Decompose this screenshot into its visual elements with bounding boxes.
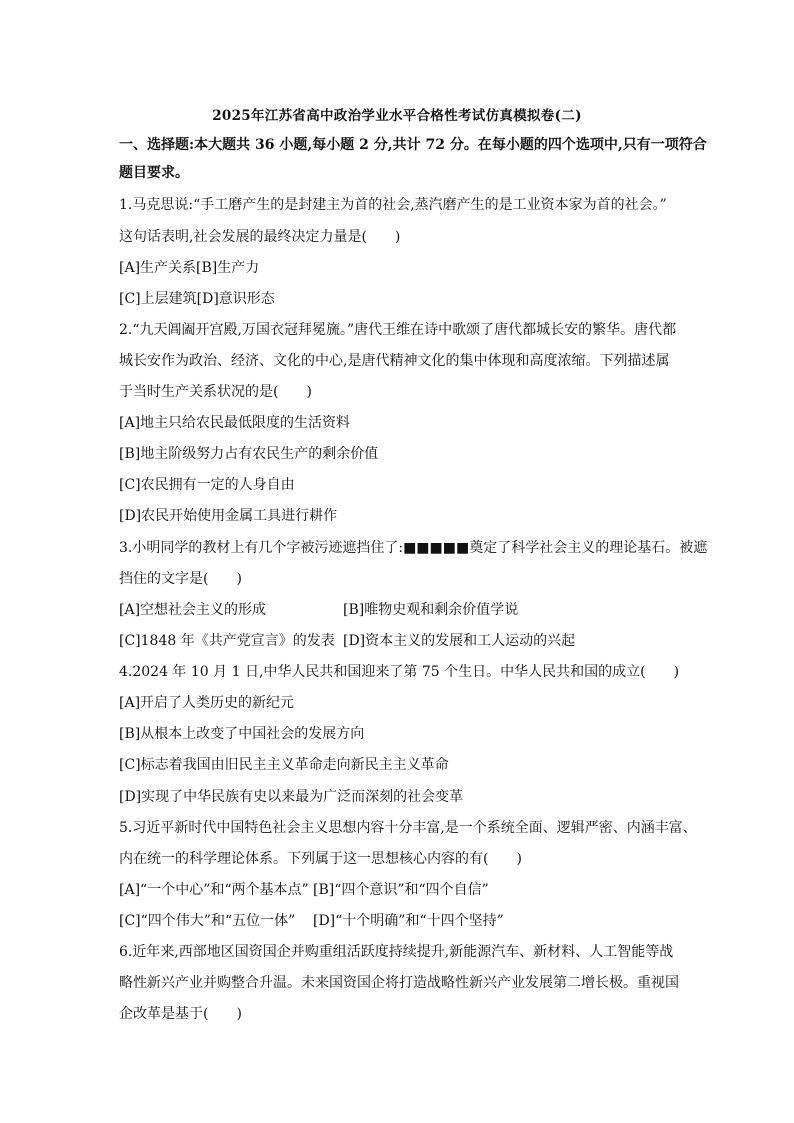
q4-option-b[interactable]: [B]从根本上改变了中国社会的发展方向 xyxy=(119,726,365,742)
q5-stem-line-1: 5.习近平新时代中国特色社会主义思想内容十分丰富,是一个系统全面、逻辑严密、内涵丰富、 xyxy=(119,820,697,836)
q3-stem-line-1: 3.小明同学的教材上有几个字被污迹遮挡住了:■■■■■奠定了科学社会主义的理论基石。被遮 xyxy=(119,540,708,556)
q2-stem-line-3: 于当时生产关系状况的是( ) xyxy=(119,384,312,400)
q4-option-a[interactable]: [A]开启了人类历史的新纪元 xyxy=(119,695,295,711)
section-instruction-line-1: 一、选择题:本大题共 36 小题,每小题 2 分,共计 72 分。在每小题的四个选项中,只有一项符合 xyxy=(119,137,707,153)
q1-option-line-2[interactable]: [C]上层建筑[D]意识形态 xyxy=(119,291,275,307)
q5-option-c[interactable]: [C]“四个伟大”和“五位一体” xyxy=(119,913,296,929)
q4-option-c[interactable]: [C]标志着我国由旧民主主义革命走向新民主主义革命 xyxy=(119,757,449,773)
section-instruction-line-2: 题目要求。 xyxy=(119,165,189,181)
q2-option-c[interactable]: [C]农民拥有一定的人身自由 xyxy=(119,477,295,493)
q5-option-b[interactable]: [B]“四个意识”和“四个自信” xyxy=(313,882,489,898)
q5-option-a[interactable]: [A]“一个中心”和“两个基本点” xyxy=(119,882,309,898)
q3-stem-line-2: 挡住的文字是( ) xyxy=(119,571,242,587)
q1-stem-line-1: 1.马克思说:“手工磨产生的是封建主为首的社会,蒸汽磨产生的是工业资本家为首的社会。” xyxy=(119,197,667,213)
q3-option-a[interactable]: [A]空想社会主义的形成 xyxy=(119,602,267,618)
q3-option-b[interactable]: [B]唯物史观和剩余价值学说 xyxy=(343,602,519,618)
q2-stem-line-2: 城长安作为政治、经济、文化的中心,是唐代精神文化的集中体现和高度浓缩。下列描述属 xyxy=(119,353,670,369)
q6-stem-line-3: 企改革是基于( ) xyxy=(119,1006,242,1022)
q5-stem-line-2: 内在统一的科学理论体系。下列属于这一思想核心内容的有( ) xyxy=(119,851,522,867)
q6-stem-line-1: 6.近年来,西部地区国资国企并购重组活跃度持续提升,新能源汽车、新材料、人工智能等战 xyxy=(119,944,674,960)
q6-stem-line-2: 略性新兴产业并购整合升温。未来国资国企将打造战略性新兴产业发展第二增长极。重视国 xyxy=(119,975,679,991)
q1-stem-line-2: 这句话表明,社会发展的最终决定力量是( ) xyxy=(119,229,401,245)
q2-option-b[interactable]: [B]地主阶级努力占有农民生产的剩余价值 xyxy=(119,446,379,462)
q3-option-c[interactable]: [C]1848 年《共产党宣言》的发表 xyxy=(119,633,335,649)
exam-title: 2025年江苏省高中政治学业水平合格性考试仿真模拟卷(二) xyxy=(212,108,582,124)
q1-option-line-1[interactable]: [A]生产关系[B]生产力 xyxy=(119,260,260,276)
q5-option-d[interactable]: [D]“十个明确”和“十四个坚持” xyxy=(313,913,504,929)
q2-option-d[interactable]: [D]农民开始使用金属工具进行耕作 xyxy=(119,508,338,524)
q4-stem-line-1: 4.2024 年 10 月 1 日,中华人民共和国迎来了第 75 个生日。中华人民共和国的成立( ) xyxy=(119,664,680,680)
q2-option-a[interactable]: [A]地主只给农民最低限度的生活资料 xyxy=(119,415,351,431)
q4-option-d[interactable]: [D]实现了中华民族有史以来最为广泛而深刻的社会变革 xyxy=(119,789,464,805)
q3-option-d[interactable]: [D]资本主义的发展和工人运动的兴起 xyxy=(343,633,576,649)
q2-stem-line-1: 2.“九天阊阖开宫殿,万国衣冠拜冕旒。”唐代王维在诗中歌颂了唐代都城长安的繁华。唐代都 xyxy=(119,322,677,338)
